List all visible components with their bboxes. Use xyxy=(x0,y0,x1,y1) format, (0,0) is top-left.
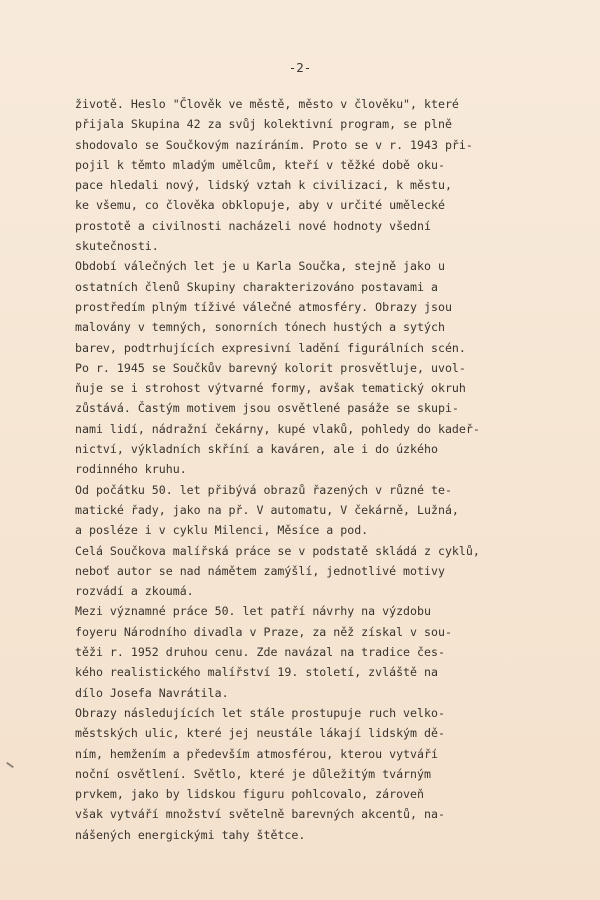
text-line: prostředím plným tíživé válečné atmosféry. Obrazy jsou xyxy=(75,299,452,314)
text-line: Obrazy následujících let stále prostupuje ruch velko- xyxy=(75,705,445,720)
margin-pencil-mark xyxy=(6,762,14,768)
text-line: městských ulic, které jej neustále lákají lidským dě- xyxy=(75,726,445,741)
text-line: kého realistického malířství 19. století, zvláště na xyxy=(75,665,438,680)
text-line: matické řady, jako na př. V automatu, V čekárně, Lužná, xyxy=(75,502,459,517)
text-line: shodovalo se Součkovým nazíráním. Proto se v r. 1943 při- xyxy=(75,137,473,152)
text-line: prostotě a civilnosti nacházeli nové hodnoty všední xyxy=(75,218,431,233)
text-line: životě. Heslo "Člověk ve městě, město v člověku", které xyxy=(75,97,459,111)
text-line: skutečnosti. xyxy=(75,239,159,254)
text-line: těži r. 1952 druhou cenu. Zde navázal na tradice čes- xyxy=(75,645,445,660)
text-line: rozvádí a zkoumá. xyxy=(75,584,194,599)
text-line: zůstává. Častým motivem jsou osvětlené pasáže se skupi- xyxy=(75,401,459,416)
text-line: nášených energickými tahy štětce. xyxy=(75,827,306,842)
text-line: nami lidí, nádražní čekárny, kupé vlaků, pohledy do kadeř- xyxy=(75,421,480,436)
text-line: však vytváří množství světelně barevných akcentů, na- xyxy=(75,807,445,822)
text-line: Od počátku 50. let přibývá obrazů řazených v různé te- xyxy=(75,482,452,497)
text-line: pace hledali nový, lidský vztah k civilizaci, k městu, xyxy=(75,178,452,193)
text-line: ňuje se i strohost výtvarné formy, avšak tematický okruh xyxy=(75,381,466,396)
text-line: neboť autor se nad námětem zamýšlí, jednotlivé motivy xyxy=(75,563,445,578)
text-line: rodinného kruhu. xyxy=(75,462,187,477)
text-line: ostatních členů Skupiny charakterizováno postavami a xyxy=(75,279,438,294)
text-line: barev, podtrhujících expresivní ladění figurálních scén. xyxy=(75,340,466,355)
text-line: a posléze i v cyklu Milenci, Měsíce a pod. xyxy=(75,523,369,538)
page-number: -2- xyxy=(288,60,312,75)
text-line: prvkem, jako by lidskou figuru pohlcovalo, zároveň xyxy=(75,787,425,802)
text-line: ke všemu, co člověka obklopuje, aby v určité umělecké xyxy=(75,198,445,213)
text-line: dílo Josefa Navrátila. xyxy=(75,685,229,700)
text-line: foyeru Národního divadla v Praze, za něž získal v sou- xyxy=(75,624,452,639)
text-line: nictví, výkladních skříní a kaváren, ale i do úzkého xyxy=(75,442,438,457)
text-line: ním, hemžením a především atmosférou, kterou vytváří xyxy=(75,746,438,761)
text-line: pojil k těmto mladým umělcům, kteří v těžké době oku- xyxy=(75,157,445,172)
text-line: malovány v temných, sonorních tónech hustých a sytých xyxy=(75,320,445,335)
text-line: Mezi významné práce 50. let patří návrhy na výzdobu xyxy=(75,604,431,619)
text-line: přijala Skupina 42 za svůj kolektivní program, se plně xyxy=(75,117,452,132)
typewritten-body-text xyxy=(75,94,545,845)
text-line: Po r. 1945 se Součkův barevný kolorit prosvětluje, uvol- xyxy=(75,360,466,375)
text-line: Celá Součkova malířská práce se v podstatě skládá z cyklů, xyxy=(75,543,480,558)
text-line: noční osvětlení. Světlo, které je důležitým tvárným xyxy=(75,766,431,781)
text-line: Období válečných let je u Karla Součka, stejně jako u xyxy=(75,259,445,274)
